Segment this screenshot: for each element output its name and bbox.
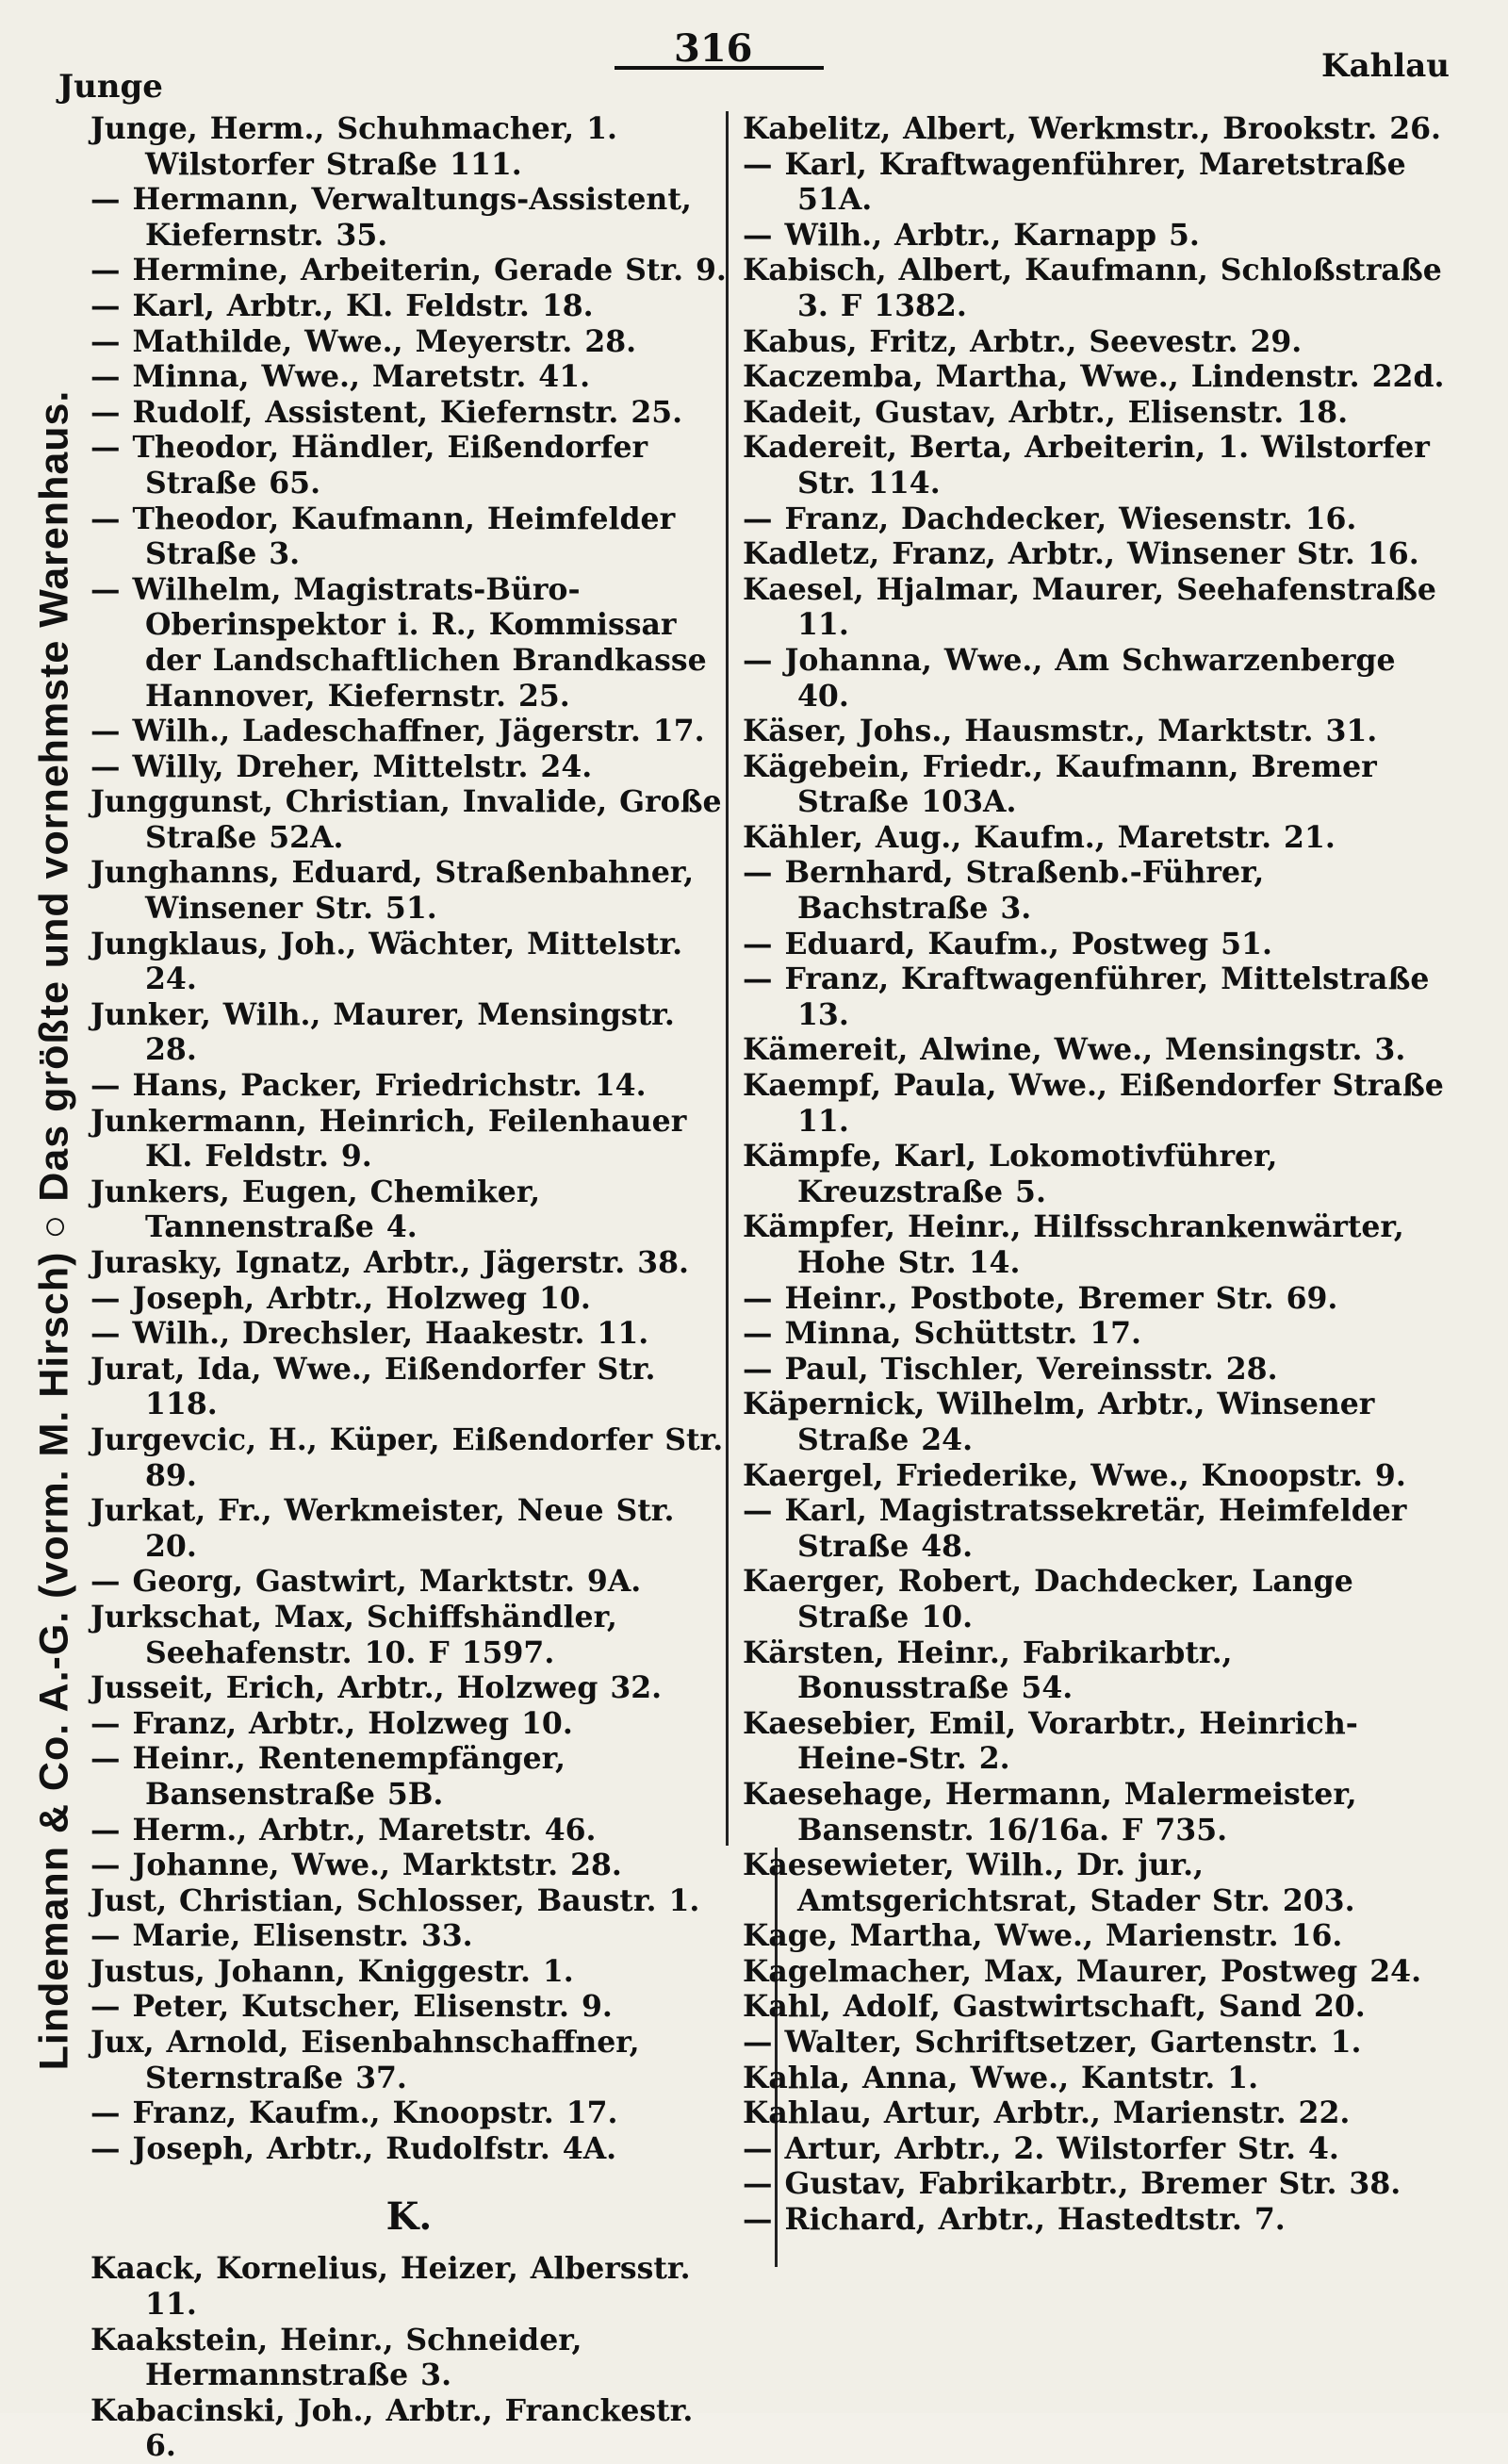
- directory-entry: Junkermann, Heinrich, Feilenhauer Kl. Feldstr. 9.: [90, 1103, 687, 1175]
- directory-entry: Kaesewieter, Wilh., Dr. jur., Amtsgerichtsrat, Stader Str. 203.: [743, 1848, 1355, 1918]
- directory-entry: — Wilhelm, Magistrats-Büro-Oberinspektor i. R., Kommissar der Landschaftlichen Brandkasse Hannover, Kiefernstr. 25.: [90, 571, 707, 714]
- directory-entry: — Johanne, Wwe., Marktstr. 28.: [90, 1848, 622, 1883]
- directory-entry: Kaakstein, Heinr., Schneider, Hermannstraße 3.: [90, 2322, 582, 2393]
- directory-entry: — Walter, Schriftsetzer, Gartenstr. 1.: [743, 2025, 1362, 2061]
- directory-entry: Kadereit, Berta, Arbeiterin, 1. Wilstorfer Str. 114.: [743, 430, 1430, 501]
- directory-entry: — Georg, Gastwirt, Marktstr. 9A.: [90, 1564, 642, 1600]
- directory-entry: Kahl, Adolf, Gastwirtschaft, Sand 20.: [743, 1989, 1366, 2025]
- directory-entry: — Joseph, Arbtr., Holzweg 10.: [90, 1280, 591, 1316]
- directory-entry: Junkers, Eugen, Chemiker, Tannenstraße 4.: [90, 1174, 541, 1245]
- directory-entry: — Franz, Kaufm., Knoopstr. 17.: [90, 2095, 618, 2131]
- right-column: [743, 111, 1450, 2238]
- directory-entry: — Franz, Arbtr., Holzweg 10.: [90, 1705, 573, 1741]
- directory-entry: Jungklaus, Joh., Wächter, Mittelstr. 24.: [90, 926, 683, 997]
- directory-entry: — Eduard, Kaufm., Postweg 51.: [743, 926, 1272, 961]
- left-column: [90, 111, 728, 2464]
- directory-entry: Jusseit, Erich, Arbtr., Holzweg 32.: [90, 1670, 663, 1706]
- directory-entry: Just, Christian, Schlosser, Baustr. 1.: [90, 1882, 700, 1918]
- directory-entry: Kahlau, Artur, Arbtr., Marienstr. 22.: [743, 2095, 1351, 2131]
- directory-entry: Kämpfe, Karl, Lokomotivführer, Kreuzstraße 5.: [743, 1139, 1278, 1209]
- page-number: 316: [674, 26, 753, 71]
- directory-entry: Kaerger, Robert, Dachdecker, Lange Straße 10.: [743, 1564, 1353, 1634]
- directory-entry: Jurkschat, Max, Schiffshändler, Seehafenstr. 10. F 1597.: [90, 1599, 617, 1670]
- directory-entry: — Gustav, Fabrikarbtr., Bremer Str. 38.: [743, 2166, 1401, 2202]
- directory-entry: Kadeit, Gustav, Arbtr., Elisenstr. 18.: [743, 394, 1349, 430]
- directory-entry: Junghanns, Eduard, Straßenbahner, Winsener Str. 51.: [90, 855, 695, 927]
- directory-entry: Jux, Arnold, Eisenbahnschaffner, Sternstraße 37.: [90, 2025, 640, 2095]
- directory-entry: Kadletz, Franz, Arbtr., Winsener Str. 16.: [743, 536, 1419, 572]
- page-header: [0, 26, 1508, 106]
- directory-entry: Käpernick, Wilhelm, Arbtr., Winsener Straße 24.: [743, 1387, 1375, 1457]
- directory-entry: Jurasky, Ignatz, Arbtr., Jägerstr. 38.: [90, 1245, 689, 1280]
- directory-entry: — Herm., Arbtr., Maretstr. 46.: [90, 1812, 597, 1848]
- directory-entry: Kage, Martha, Wwe., Marienstr. 16.: [743, 1918, 1343, 1954]
- directory-entry: — Johanna, Wwe., Am Schwarzenberge 40.: [743, 642, 1396, 714]
- directory-entry: Kahla, Anna, Wwe., Kantstr. 1.: [743, 2060, 1259, 2095]
- directory-entry: — Willy, Dreher, Mittelstr. 24.: [90, 748, 593, 784]
- directory-entry: — Rudolf, Assistent, Kiefernstr. 25.: [90, 394, 683, 430]
- directory-entry: — Theodor, Händler, Eißendorfer Straße 65.: [90, 430, 648, 501]
- directory-entry: — Bernhard, Straßenb.-Führer, Bachstraße 3.: [743, 855, 1265, 927]
- directory-entry: Kabisch, Albert, Kaufmann, Schloßstraße 3. F 1382.: [743, 253, 1442, 323]
- directory-entry: — Franz, Kraftwagenführer, Mittelstraße 13.: [743, 961, 1430, 1032]
- directory-entry: — Hermann, Verwaltungs-Assistent, Kiefernstr. 35.: [90, 182, 692, 253]
- directory-entry: Jurkat, Fr., Werkmeister, Neue Str. 20.: [90, 1493, 675, 1564]
- section-letter-heading: K.: [385, 2194, 433, 2240]
- directory-entry: Kagelmacher, Max, Maurer, Postweg 24.: [743, 1953, 1422, 1989]
- directory-entry: Kaack, Kornelius, Heizer, Albersstr. 11.: [90, 2251, 691, 2323]
- directory-entry: — Marie, Elisenstr. 33.: [90, 1918, 473, 1954]
- directory-entry: — Franz, Dachdecker, Wiesenstr. 16.: [743, 501, 1357, 536]
- directory-entry: — Wilh., Arbtr., Karnapp 5.: [743, 217, 1200, 253]
- directory-entry: — Heinr., Postbote, Bremer Str. 69.: [743, 1280, 1338, 1316]
- directory-entry: — Hans, Packer, Friedrichstr. 14.: [90, 1068, 647, 1104]
- directory-entry: — Artur, Arbtr., 2. Wilstorfer Str. 4.: [743, 2130, 1339, 2166]
- directory-entry: Kaesehage, Hermann, Malermeister, Bansenstr. 16/16a. F 735.: [743, 1776, 1357, 1848]
- advertisement-text: Lindemann & Co. A.-G. (vorm. M. Hirsch) ○ Das größte und vornehmste Warenhaus.: [31, 389, 77, 2071]
- directory-entry: — Karl, Magistratssekretär, Heimfelder Straße 48.: [743, 1493, 1407, 1564]
- directory-entry: — Karl, Kraftwagenführer, Maretstraße 51A.: [743, 146, 1406, 218]
- directory-entry: — Mathilde, Wwe., Meyerstr. 28.: [90, 323, 637, 359]
- directory-entry: Kämpfer, Heinr., Hilfsschrankenwärter, Hohe Str. 14.: [743, 1209, 1404, 1280]
- advertisement-sidebar: [8, 389, 102, 2071]
- directory-entry: Jurat, Ida, Wwe., Eißendorfer Str. 118.: [90, 1351, 656, 1422]
- directory-entry: Jurgevcic, H., Küper, Eißendorfer Str. 89.: [90, 1421, 724, 1493]
- directory-entry: Kabacinski, Joh., Arbtr., Franckestr. 6.: [90, 2392, 694, 2464]
- directory-entry: Kähler, Aug., Kaufm., Maretstr. 21.: [743, 819, 1336, 855]
- directory-entry: Kabus, Fritz, Arbtr., Seevestr. 29.: [743, 323, 1303, 359]
- directory-entry: — Theodor, Kaufmann, Heimfelder Straße 3.: [90, 501, 676, 572]
- directory-entry: — Richard, Arbtr., Hastedtstr. 7.: [743, 2202, 1286, 2238]
- directory-entry: — Paul, Tischler, Vereinsstr. 28.: [743, 1351, 1278, 1387]
- header-right-catchword: Kahlau: [1321, 47, 1450, 85]
- directory-entry: Kabelitz, Albert, Werkmstr., Brookstr. 26.: [743, 111, 1441, 146]
- directory-entry: Kaempf, Paula, Wwe., Eißendorfer Straße 11.: [743, 1068, 1444, 1139]
- directory-entry: — Karl, Arbtr., Kl. Feldstr. 18.: [90, 287, 594, 323]
- directory-entry: — Heinr., Rentenempfänger, Bansenstraße 5B.: [90, 1741, 566, 1812]
- directory-entry: Kaczemba, Martha, Wwe., Lindenstr. 22d.: [743, 359, 1445, 395]
- directory-entry: Kägebein, Friedr., Kaufmann, Bremer Straße 103A.: [743, 748, 1377, 820]
- directory-entry: Junge, Herm., Schuhmacher, 1. Wilstorfer Straße 111.: [90, 111, 617, 182]
- directory-entry: Käser, Johs., Hausmstr., Marktstr. 31.: [743, 714, 1378, 749]
- directory-entry: — Minna, Wwe., Maretstr. 41.: [90, 359, 591, 395]
- directory-entry: Kämereit, Alwine, Wwe., Mensingstr. 3.: [743, 1032, 1406, 1068]
- directory-entry: — Joseph, Arbtr., Rudolfstr. 4A.: [90, 2130, 617, 2166]
- header-left-catchword: Junge: [58, 68, 163, 106]
- directory-entry: — Minna, Schüttstr. 17.: [743, 1316, 1142, 1352]
- directory-entry: — Hermine, Arbeiterin, Gerade Str. 9.: [90, 253, 727, 288]
- directory-entry: Kärsten, Heinr., Fabrikarbtr., Bonusstraße 54.: [743, 1634, 1233, 1706]
- directory-entry: — Peter, Kutscher, Elisenstr. 9.: [90, 1989, 613, 2025]
- header-rule: [615, 66, 824, 70]
- directory-entry: Kaergel, Friederike, Wwe., Knoopstr. 9.: [743, 1457, 1406, 1493]
- directory-entry: Kaesebier, Emil, Vorarbtr., Heinrich-Heine-Str. 2.: [743, 1705, 1358, 1777]
- directory-entry: Junggunst, Christian, Invalide, Große Straße 52A.: [90, 784, 722, 855]
- directory-entry: — Wilh., Ladeschaffner, Jägerstr. 17.: [90, 714, 705, 749]
- directory-entry: — Wilh., Drechsler, Haakestr. 11.: [90, 1316, 649, 1352]
- directory-entry: Justus, Johann, Kniggestr. 1.: [90, 1953, 574, 1989]
- directory-entry: Kaesel, Hjalmar, Maurer, Seehafenstraße 11.: [743, 571, 1436, 643]
- directory-entry: Junker, Wilh., Maurer, Mensingstr. 28.: [90, 996, 675, 1068]
